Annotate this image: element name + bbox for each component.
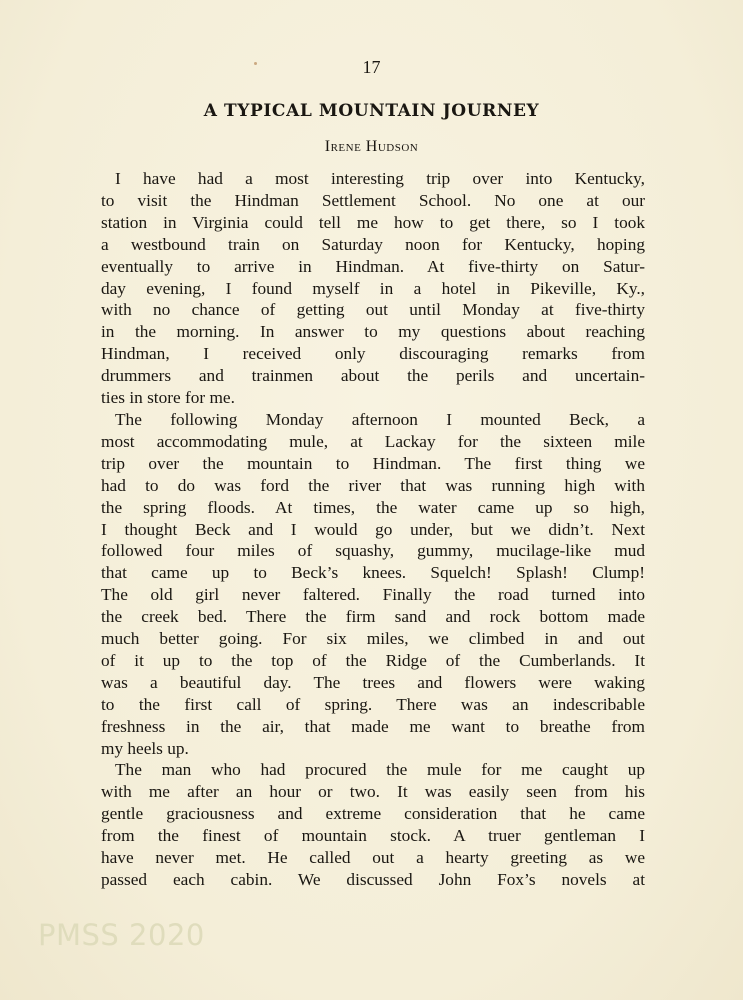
text-line: eventually to arrive in Hindman. At five-thirty on Satur-	[101, 256, 645, 276]
article-body	[101, 168, 645, 891]
text-line: most accommodating mule, at Lackay for the sixteen mile	[101, 431, 645, 451]
paragraph	[101, 409, 645, 760]
text-line: to the first call of spring. There was an indescribable	[101, 694, 645, 714]
article-author: Irene Hudson	[324, 138, 419, 155]
text-line: trip over the mountain to Hindman. The first thing we	[101, 453, 645, 473]
text-line: The man who had procured the mule for me caught up	[115, 760, 645, 780]
text-line: gentle graciousness and extreme consideration that he came	[101, 804, 645, 824]
text-line: drummers and trainmen about the perils and uncertain-	[101, 366, 645, 386]
text-line: the spring floods. At times, the water came up so high,	[101, 497, 645, 517]
text-line: freshness in the air, that made me want to breathe from	[101, 716, 645, 736]
text-line: Hindman, I received only discouraging remarks from	[101, 344, 645, 364]
text-line: station in Virginia could tell me how to get there, so I took	[101, 212, 645, 232]
text-line: The old girl never faltered. Finally the road turned into	[101, 585, 645, 605]
text-line: I thought Beck and I would go under, but we didn’t. Next	[101, 519, 645, 539]
watermark: PMSS 2020	[38, 918, 205, 952]
text-line: of it up to the top of the Ridge of the Cumberlands. It	[101, 650, 645, 670]
paragraph	[101, 759, 645, 890]
text-line: to visit the Hindman Settlement School. No one at our	[101, 190, 645, 210]
text-line: have never met. He called out a hearty greeting as we	[101, 848, 645, 868]
text-line: The following Monday afternoon I mounted Beck, a	[115, 409, 645, 429]
paragraph	[101, 168, 645, 409]
text-line: ties in store for me.	[101, 388, 235, 408]
page-number: 17	[362, 57, 381, 77]
text-line: my heels up.	[101, 738, 189, 758]
text-line: the creek bed. There the firm sand and rock bottom made	[101, 607, 645, 627]
text-line: in the morning. In answer to my questions about reaching	[101, 322, 645, 342]
text-line: had to do was ford the river that was running high with	[101, 475, 645, 495]
text-line: from the finest of mountain stock. A truer gentleman I	[101, 826, 645, 846]
article-title: A TYPICAL MOUNTAIN JOURNEY	[203, 101, 540, 121]
text-line: with no chance of getting out until Monday at five-thirty	[101, 300, 645, 320]
text-line: followed four miles of squashy, gummy, mucilage-like mud	[101, 541, 645, 561]
text-line: was a beautiful day. The trees and flowers were waking	[101, 672, 645, 692]
text-line: day evening, I found myself in a hotel in Pikeville, Ky.,	[101, 278, 645, 298]
text-line: that came up to Beck’s knees. Squelch! Splash! Clump!	[101, 563, 645, 583]
text-line: I have had a most interesting trip over into Kentucky,	[115, 169, 645, 188]
text-line: much better going. For six miles, we climbed in and out	[101, 629, 645, 649]
text-line: a westbound train on Saturday noon for Kentucky, hoping	[101, 234, 645, 254]
text-line: passed each cabin. We discussed John Fox’s novels at	[101, 870, 645, 889]
text-line: with me after an hour or two. It was easily seen from his	[101, 782, 645, 802]
